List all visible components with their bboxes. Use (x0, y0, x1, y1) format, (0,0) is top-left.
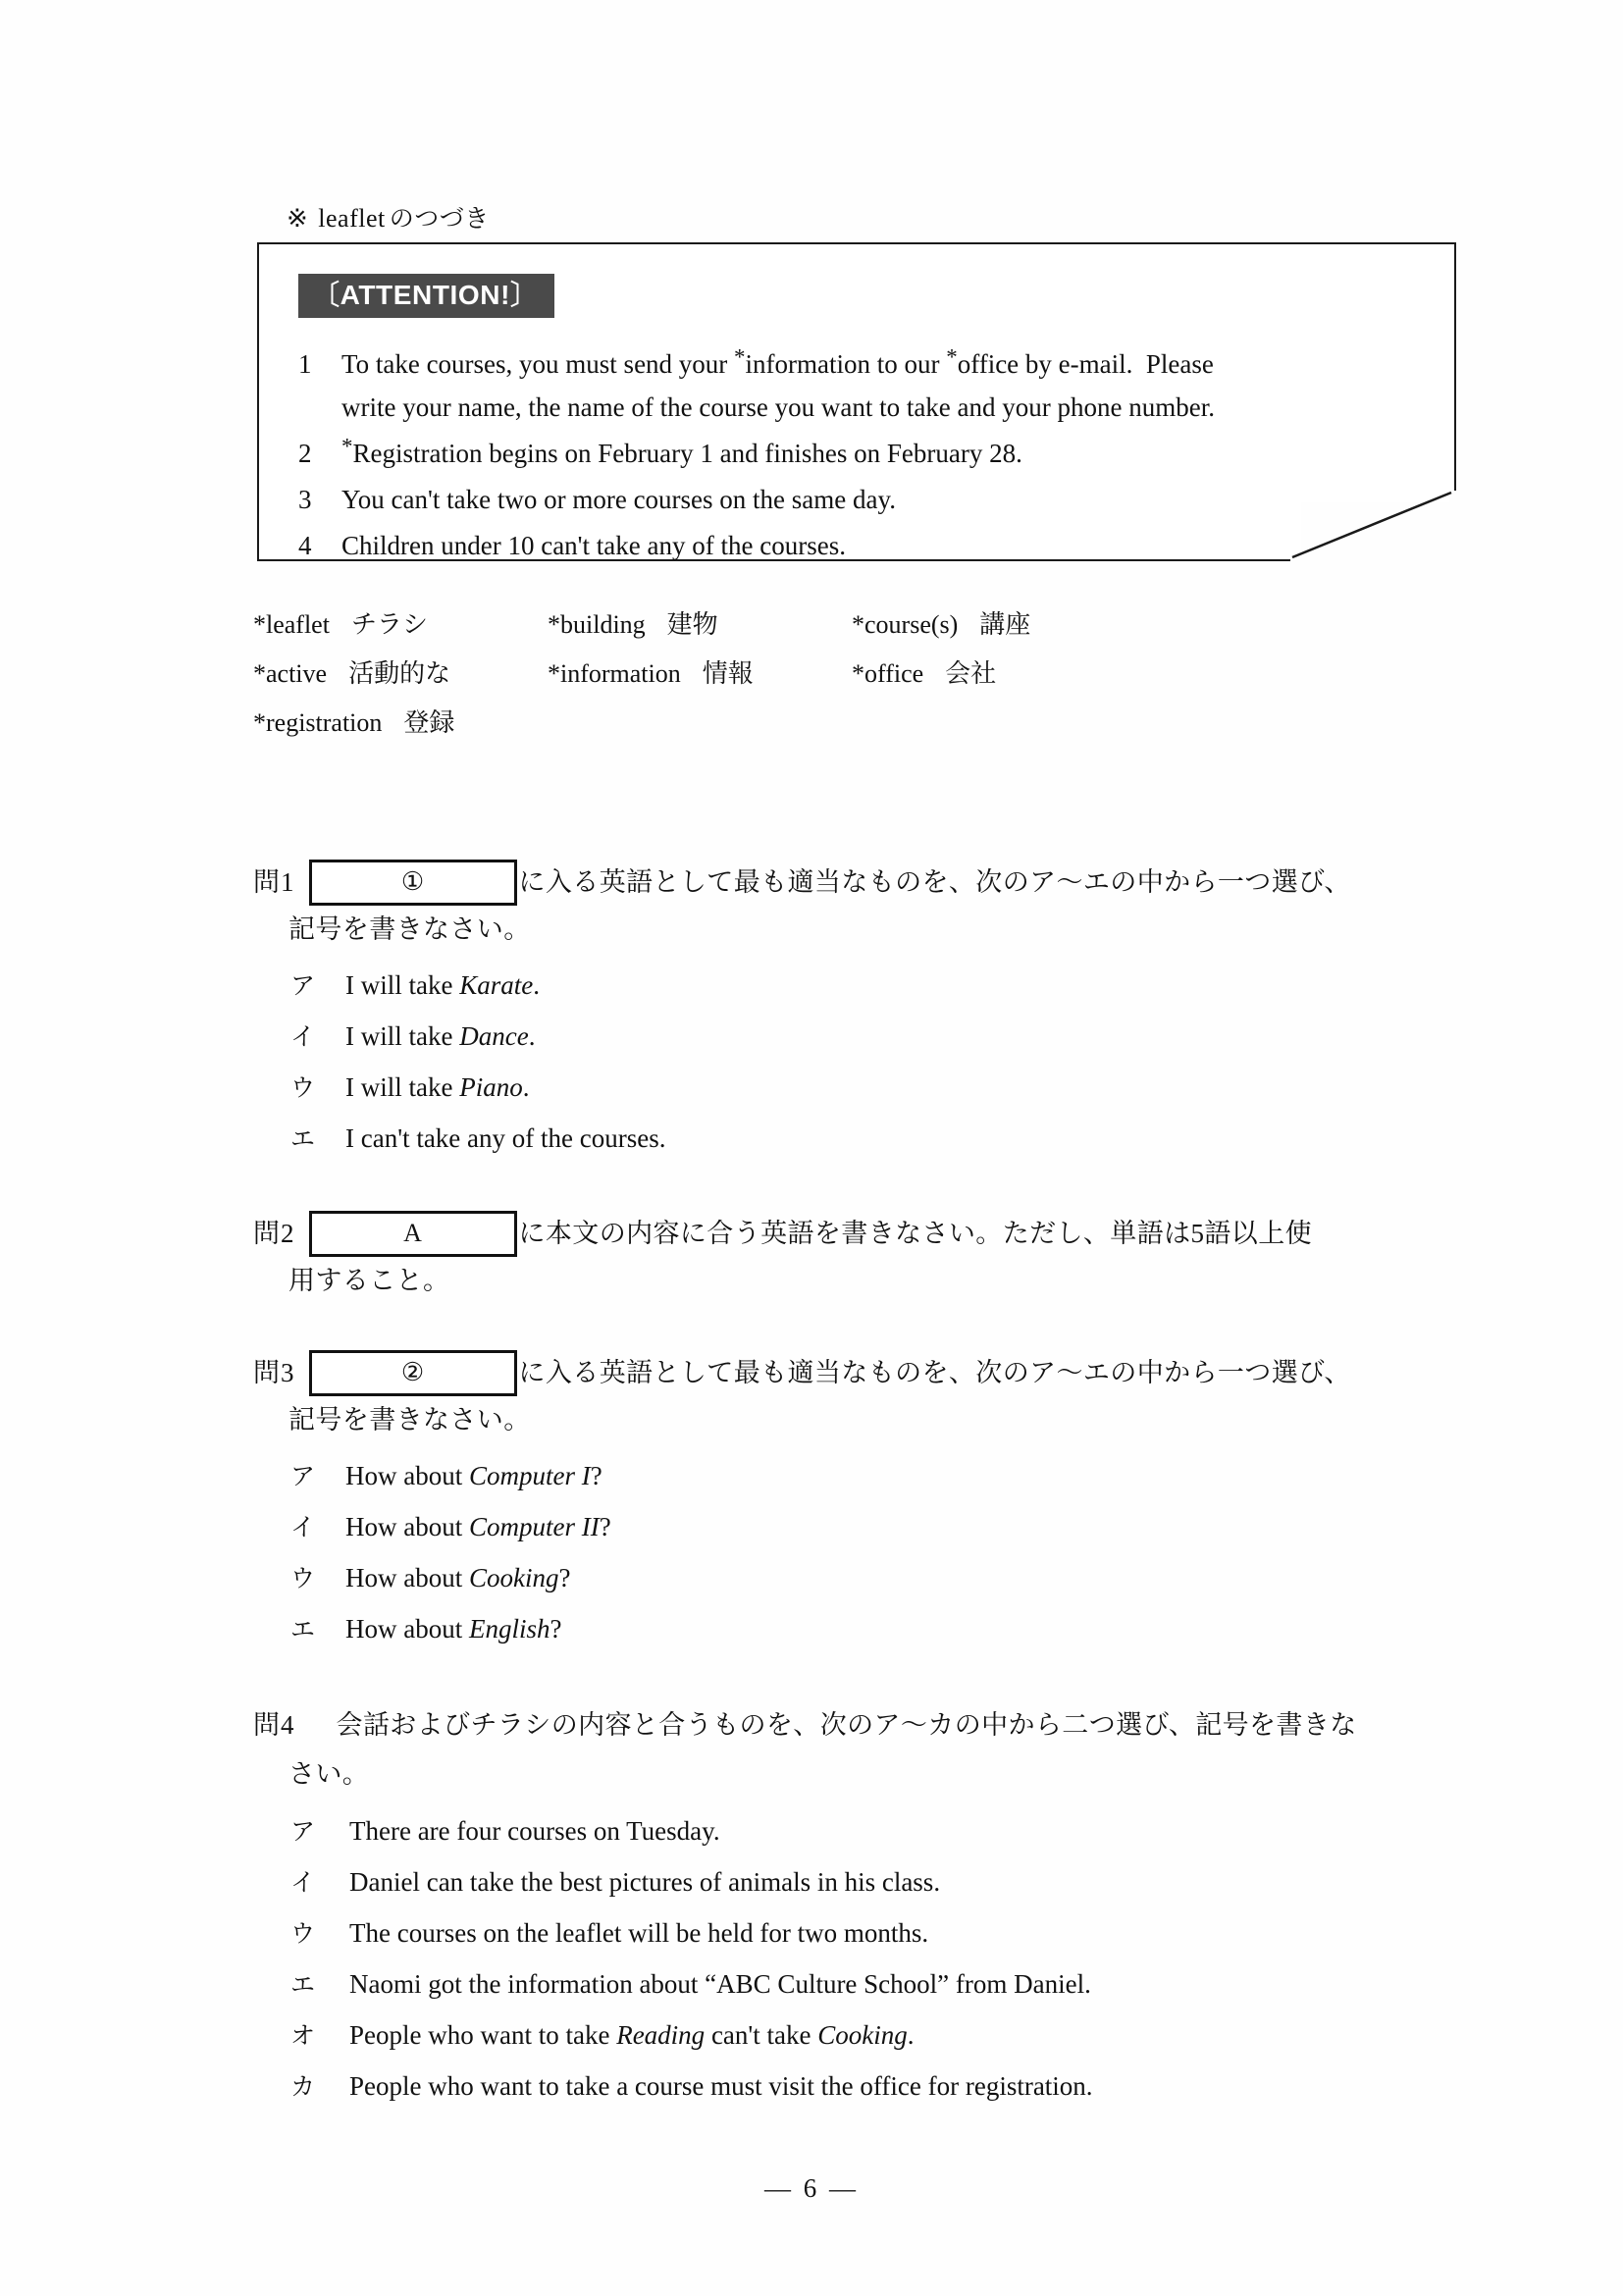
choice-text-pre: How about (345, 1563, 469, 1592)
leaflet-continuation-note (287, 199, 490, 235)
glossary-entry (253, 704, 548, 743)
question-1-prompt-line2: 記号を書きなさい。 (288, 914, 531, 944)
glossary-entry (548, 654, 852, 694)
choice-item[interactable] (290, 1063, 1480, 1114)
rule-text: *Registration begins on February 1 and finishes on February 28. (341, 434, 1022, 468)
question-1-choices (290, 961, 1480, 1165)
page-footer: — 6 — (764, 2173, 859, 2203)
choice-text-emphasis: Dance (459, 1021, 529, 1051)
glossary-term: *leaflet (253, 610, 330, 639)
glossary-definition: チラシ (350, 610, 428, 639)
leaflet-note-jp: のつづき (389, 206, 490, 233)
glossary-row (253, 704, 1313, 743)
glossary-definition: 活動的な (348, 659, 451, 688)
attention-heading: 〔ATTENTION!〕 (298, 274, 554, 318)
choice-marker: イ (290, 1024, 316, 1051)
choice-text-pre: I will take (345, 1021, 460, 1051)
choice-text-post: . (522, 1072, 530, 1102)
choice-text-emphasis: English (468, 1614, 550, 1644)
choice-text (349, 2010, 1480, 2061)
questions-section (253, 859, 1480, 2158)
question-block-2 (253, 1210, 1480, 1304)
blank-box-1[interactable]: ① (309, 860, 517, 906)
choice-text-pre: How about (345, 1614, 469, 1644)
glossary-row (253, 605, 1313, 645)
reference-mark-icon: ※ (287, 204, 309, 233)
choice-text-pre: How about (345, 1461, 469, 1490)
question-1-heading (253, 859, 1480, 906)
choice-text (345, 1604, 1480, 1654)
glossary-row (253, 654, 1313, 694)
question-4-choices (290, 1806, 1480, 2113)
glossary-entry (253, 654, 548, 694)
glossary-term: *office (852, 659, 924, 688)
glossary-entry (852, 605, 1166, 645)
choice-text-emphasis: Computer I (468, 1461, 591, 1490)
glossary-definition: 登録 (403, 708, 455, 737)
choice-text (345, 1012, 1480, 1062)
choice-text-post: ? (550, 1614, 562, 1644)
choice-marker: ア (290, 973, 316, 1000)
glossary-definition: 情報 (702, 659, 754, 688)
choice-text: Daniel can take the best pictures of animals in his class. (349, 1867, 941, 1897)
choice-marker: ウ (290, 1075, 316, 1102)
attention-rule-item (298, 432, 1417, 475)
choice-marker: カ (290, 2074, 316, 2101)
rule-text (341, 342, 1417, 429)
choice-marker: イ (290, 1515, 316, 1541)
choice-text (345, 1063, 1480, 1113)
glossary-term: *building (548, 610, 646, 639)
choice-text-post: . (907, 2020, 915, 2050)
choice-item[interactable] (290, 1908, 1480, 1959)
rule-text-line2: write your name, the name of the course you want to take and your phone number. (341, 392, 1215, 422)
choice-text-post: . (528, 1021, 536, 1051)
question-2-heading (253, 1210, 1480, 1257)
question-4-label: 問4 (253, 1710, 295, 1740)
choice-marker: ウ (290, 1566, 316, 1592)
question-3-choices (290, 1451, 1480, 1655)
question-3-prompt-line2: 記号を書きなさい。 (288, 1405, 531, 1435)
choice-text-pre: I will take (345, 970, 460, 1000)
page-curl-line-icon (1286, 487, 1458, 563)
choice-marker: エ (290, 1126, 316, 1153)
question-1-prompt: に入る英語として最も適当なものを、次のア～エの中から一つ選び、 (518, 867, 1351, 897)
question-3-label: 問3 (253, 1358, 295, 1387)
choice-text (345, 1451, 1480, 1501)
choice-marker: イ (290, 1870, 316, 1897)
choice-item[interactable] (290, 961, 1480, 1012)
choice-marker: ウ (290, 1921, 316, 1948)
glossary-definition: 講座 (979, 610, 1031, 639)
glossary-term: *registration (253, 708, 383, 737)
rule-number: 1 (298, 349, 312, 379)
choice-text-pre: I will take (345, 1072, 460, 1102)
choice-item[interactable] (290, 1451, 1480, 1502)
blank-box-2[interactable]: ② (309, 1350, 517, 1396)
choice-text-emphasis: Karate (459, 970, 534, 1000)
glossary-entry (253, 605, 548, 645)
glossary (253, 605, 1313, 753)
question-1-label: 問1 (253, 867, 295, 897)
choice-text: The courses on the leaflet will be held for two months. (349, 1918, 929, 1948)
choice-marker: エ (290, 1972, 316, 1999)
choice-text: Naomi got the information about “ABC Culture School” from Daniel. (349, 1969, 1091, 1999)
question-4-prompt: 会話およびチラシの内容と合うものを、次のア～カの中から二つ選び、記号を書きな (336, 1710, 1357, 1740)
choice-text-post: ? (590, 1461, 602, 1490)
question-block-4 (253, 1700, 1480, 2113)
attention-rule-item (298, 524, 1417, 567)
choice-item[interactable] (290, 2061, 1480, 2113)
choice-text-emphasis: Cooking (468, 1563, 559, 1592)
choice-item[interactable] (290, 1959, 1480, 2010)
attention-box (257, 242, 1456, 561)
choice-text (345, 1553, 1480, 1603)
choice-text-post: ? (599, 1512, 611, 1541)
choice-item[interactable] (290, 2010, 1480, 2061)
choice-item[interactable] (290, 1806, 1480, 1857)
rule-text: Children under 10 can't take any of the courses. (341, 531, 846, 560)
rule-text: You can't take two or more courses on the same day. (341, 485, 896, 514)
choice-text (345, 1502, 1480, 1552)
question-3-prompt: に入る英語として最も適当なものを、次のア～エの中から一つ選び、 (518, 1358, 1351, 1387)
choice-item[interactable] (290, 1604, 1480, 1655)
choice-item[interactable] (290, 1502, 1480, 1553)
attention-rule-item (298, 478, 1417, 521)
rule-text-line1: Registration begins on February 1 and finishes on February 28. (352, 439, 1022, 468)
choice-item[interactable] (290, 1114, 1480, 1165)
question-4-prompt-line2: さい。 (288, 1759, 370, 1789)
attention-rule-item (298, 342, 1417, 429)
rule-number: 3 (298, 485, 312, 514)
choice-text-pre: How about (345, 1512, 469, 1541)
question-2-prompt-line2: 用すること。 (288, 1266, 450, 1295)
question-2-prompt: に本文の内容に合う英語を書きなさい。ただし、単語は5語以上使 (518, 1219, 1312, 1248)
question-2-label: 問2 (253, 1219, 295, 1248)
question-4-heading (253, 1700, 1480, 1749)
choice-text: People who want to take a course must visit the office for registration. (349, 2071, 1093, 2101)
choice-item[interactable] (290, 1857, 1480, 1908)
choice-marker: エ (290, 1617, 316, 1644)
attention-rules-list (298, 342, 1417, 570)
choice-text-mid: can't take (705, 2020, 818, 2050)
choice-text (345, 961, 1480, 1011)
question-block-3 (253, 1349, 1480, 1655)
choice-text-post: . (533, 970, 540, 1000)
choice-text-emphasis-2: Cooking (817, 2020, 908, 2050)
choice-marker: ア (290, 1464, 316, 1490)
choice-item[interactable] (290, 1012, 1480, 1063)
question-block-1 (253, 859, 1480, 1165)
leaflet-note-en: leaflet (318, 204, 386, 233)
rule-number: 2 (298, 439, 312, 468)
choice-item[interactable] (290, 1553, 1480, 1604)
choice-text-post: ? (558, 1563, 571, 1592)
choice-text: I can't take any of the courses. (345, 1123, 666, 1153)
choice-marker: オ (290, 2023, 316, 2050)
glossary-term: *course(s) (852, 610, 959, 639)
question-3-heading (253, 1349, 1480, 1396)
choice-text-emphasis: Computer II (468, 1512, 600, 1541)
glossary-definition: 建物 (666, 610, 718, 639)
glossary-definition: 会社 (945, 659, 997, 688)
choice-text-pre: People who want to take (349, 2020, 617, 2050)
choice-text: There are four courses on Tuesday. (349, 1816, 720, 1846)
glossary-entry (852, 654, 1166, 694)
blank-box-a[interactable]: A (309, 1211, 517, 1257)
choice-text-emphasis: Reading (616, 2020, 706, 2050)
rule-text-line1: To take courses, you must send your *information to our *office by e-mail. Please (341, 344, 1214, 379)
choice-text-emphasis: Piano (459, 1072, 523, 1102)
choice-marker: ア (290, 1819, 316, 1846)
glossary-entry (548, 605, 852, 645)
glossary-term: *information (548, 659, 681, 688)
rule-number: 4 (298, 531, 312, 560)
glossary-term: *active (253, 659, 328, 688)
